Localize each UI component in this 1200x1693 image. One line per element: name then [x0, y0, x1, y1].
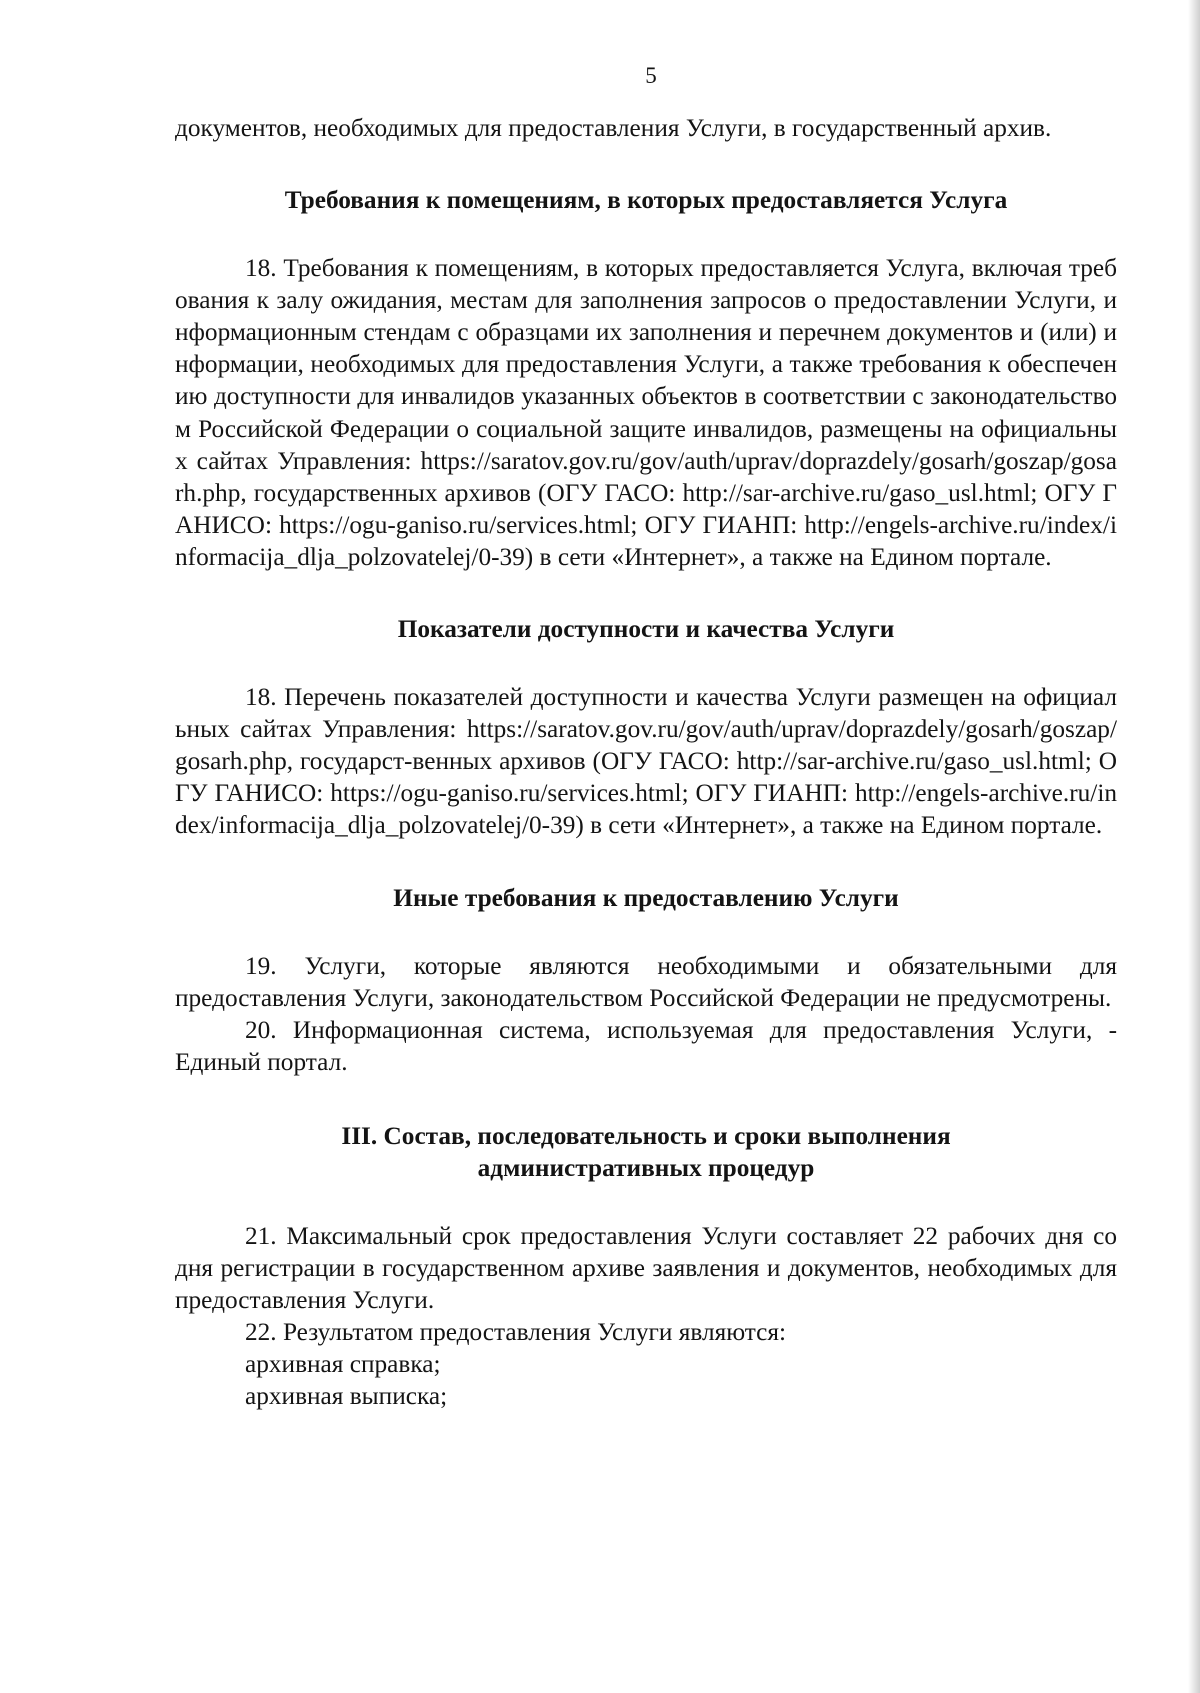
heading-section-iii-line2: административных процедур — [477, 1153, 815, 1182]
paragraph-19: 19. Услуги, которые являются необходимыми и обязательными для предоставления Услуги, законодательством Российской Федерации не предусмотрены. — [175, 951, 1117, 1012]
paragraph-21: 21. Максимальный срок предоставления Услуги составляет 22 рабочих дня со дня регистрации в государственном архиве заявления и документов, необходимых для предоставления Услуги. — [175, 1221, 1117, 1315]
intro-paragraph: документов, необходимых для предоставления Услуги, в государственный архив. — [175, 114, 1052, 142]
paragraph-20: 20. Информационная система, используемая для предоставления Услуги, - Единый портал. — [175, 1015, 1117, 1076]
heading-other-requirements: Иные требования к предоставлению Услуги — [393, 883, 899, 912]
paragraph-18-premises: 18. Требования к помещениям, в которых предоставляется Услуга, включая требования к залу ожидания, местам для заполнения запросов о предоставлении Услуги, информационным стендам с образцами их заполнения и перечнем документов и (или) информации, необходимых для предоставления Услуги, а также требования к обеспечению доступности для инвалидов указанных объектов в соответствии с законодательством Российской Федерации о социальной защите инвалидов, размещены на официальных сайтах Управления: https://saratov.gov.ru/gov/auth/uprav/doprazdely/gosarh/goszap/gosarh.php, государственных архивов (ОГУ ГАСО: http://sar-archive.ru/gaso_usl.html; ОГУ ГАНИСО: https://ogu-ganiso.ru/services.html; ОГУ ГИАНП: http://engels-archive.ru/index/informacija_dlja_polzovatelej/0-39) в сети «Интернет», а также на Едином портале. — [175, 254, 1117, 571]
paragraph-22: 22. Результатом предоставления Услуги являются: — [245, 1318, 787, 1347]
result-item: архивная выписка; — [245, 1382, 448, 1411]
paragraph-18-quality: 18. Перечень показателей доступности и качества Услуги размещен на официальных сайтах Управления: https://saratov.gov.ru/gov/auth/uprav/doprazdely/gosarh/goszap/gosarh.php, государст-венных архивов (ОГУ ГАСО: http://sar-archive.ru/gaso_usl.html; ОГУ ГАНИСО: https://ogu-ganiso.ru/services.html; ОГУ ГИАНП: http://engels-archive.ru/index/informacija_dlja_polzovatelej/0-39) в сети «Интернет», а также на Едином портале. — [175, 683, 1117, 840]
heading-premises-requirements: Требования к помещениям, в которых предоставляется Услуга — [284, 186, 1008, 215]
page-number: 5 — [645, 63, 657, 88]
result-item: архивная справка; — [245, 1350, 441, 1379]
page-edge-shadow — [1188, 0, 1200, 1693]
page-content — [175, 60, 1117, 1412]
heading-quality-indicators: Показатели доступности и качества Услуги — [397, 615, 895, 644]
heading-section-iii-line1: III. Состав, последовательность и сроки выполнения — [341, 1121, 951, 1150]
